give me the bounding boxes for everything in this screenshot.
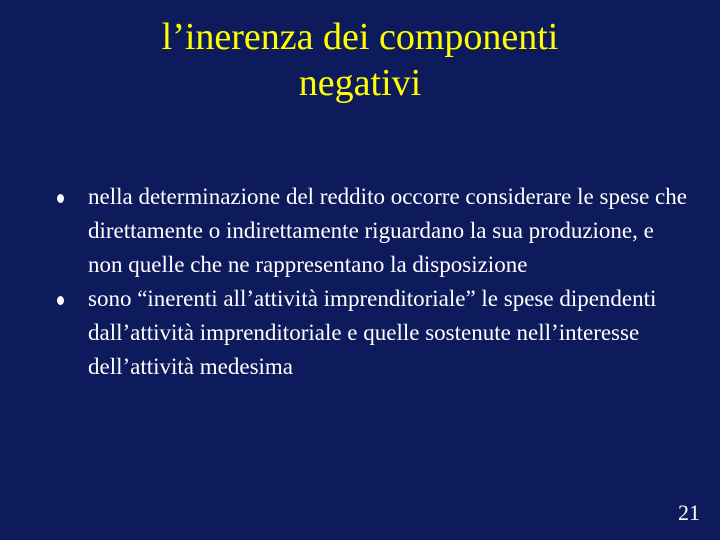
- bullet-list: [50, 180, 690, 384]
- bullet-item: [50, 282, 690, 384]
- slide-number: 21: [678, 500, 700, 525]
- slide-title: [60, 14, 660, 106]
- bullet-item: [50, 180, 690, 282]
- bullet-dot-icon: [57, 296, 64, 305]
- bullet-text: nella determinazione del reddito occorre considerare le spese che direttamente o indirettamente riguardano la sua produzione, e non quelle che ne rappresentano la disposizione: [88, 184, 687, 277]
- bullet-dot-icon: [57, 194, 64, 203]
- title-line-2: negativi: [298, 62, 422, 104]
- title-line-1: l’inerenza dei componenti: [161, 16, 559, 58]
- bullet-text: sono “inerenti all’attività imprenditoriale” le spese dipendenti dall’attività imprenditoriale e quelle sostenute nell’interesse dell’attività medesima: [88, 286, 657, 379]
